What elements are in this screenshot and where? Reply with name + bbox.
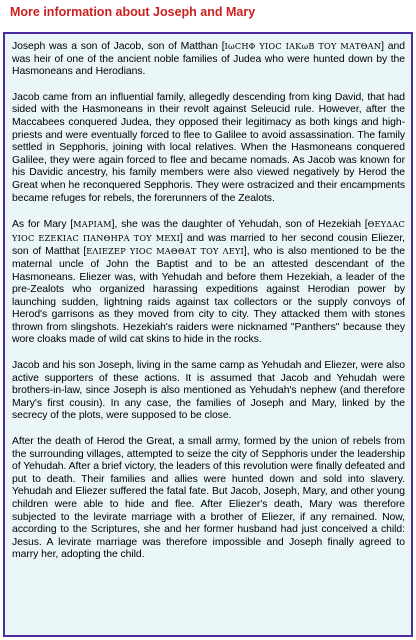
paragraph-jacob-joseph-support <box>12 360 405 423</box>
header-bar <box>0 0 416 28</box>
greek-inscription: ΜΑΡΙΑΜ <box>73 219 112 230</box>
paragraph-after-herod <box>12 436 405 562</box>
text-segment: As for Mary [ <box>12 219 74 231</box>
text-segment: ] and was married to her second cousin Eliezer, son of Matthat [ <box>12 232 405 258</box>
paragraph-mary-lineage <box>12 218 405 347</box>
greek-inscription: ΕΛΙΕΖΕΡ ΥΙΟϹ ΜΑΘΘΑΤ ΤΟΥ ΛΕΥΙ <box>86 246 244 257</box>
greek-inscription: ΘΕΥΔΑϹ ΥΙΟϹ ΕΖΕΚΙΑϹ ΠΑΝΘΗΡΑ ΤΟΥ ΜΕΧΙ <box>12 219 405 243</box>
page-title: More information about Joseph and Mary <box>10 5 256 19</box>
text-segment: ] and was heir of one of the ancient noble families of Judea who were hunted down by the Hasmoneans and Herodians. <box>12 41 405 78</box>
text-segment: ], who is also mentioned to be the maternal uncle of John the Baptist and to be an attested descendant of the Hasmoneans. Eliezer was, with Yehudah and before them Hezekiah, a leader of the pre-Zealots who organized harassing expeditions against Herodian power by launching sudden, lightning raids against tax collectors or the supply convoys of Herod's garrisons as they moved from city to city. They attacked them with stones thrown from slingshots. Hezekiah's raiders were nicknamed "Panthers" because they wore cloaks made of wild cat skins to hide in the rocks. <box>12 246 405 346</box>
text-segment: Joseph was a son of Jacob, son of Matthan [ <box>12 41 225 52</box>
paragraph-jacob-family <box>12 92 405 205</box>
text-segment: After the death of Herod the Great, a small army, formed by the union of rebels from the surrounding villages, attempted to seize the city of Sepphoris under the leadership of Yehudah. After a brief victory, the leaders of this revolution were finally defeated and put to death. Their families and allies were hunted down and sold into slavery. Yehudah and Eliezer suffered the fatal fate. But Jacob, Joseph, Mary, and other young children were able to hide and flee. After Eliezer's death, Mary was therefore subjected to the levirate marriage with a brother of Eliezer, if any remained. Now, according to the Scriptures, she and her former husband had just conceived a child: Jesus. A levirate marriage was therefore impossible and Joseph finally agreed to marry her, adopting the child. <box>12 436 405 561</box>
info-box <box>3 32 413 637</box>
text-segment: Jacob came from an influential family, allegedly descending from king David, that had sided with the Hasmoneans in their revolt against Seleucid rule. However, after the Maccabees conquered Judea, they opposed their legitimacy as both kings and high-priests and were eventually forced to flee to Galilee to avoid assassination. The family settled in Sepphoris, joining with local relatives. When the Hasmoneans conquered Galilee, they were again forced to flee and became nomads. As Jacob was known for his Davidic ancestry, his family members were also viewed negatively by Herod the Great when he reconquered Sepphoris. They were ostracized and their encampments became refuges for rebels, the forerunners of the Zealots. <box>12 91 405 204</box>
text-segment: Jacob and his son Joseph, living in the same camp as Yehudah and Eliezer, were also active supporters of these actions. It is assumed that Jacob and Yehudah were brothers-in-law, since Joseph is also mentioned as Yehudah's nephew (and therefore Mary's first cousin). In any case, the families of Joseph and Mary, linked by the secrecy of the plots, were supposed to be close. <box>12 360 405 422</box>
text-segment: ], she was the daughter of Yehudah, son of Hezekiah [ <box>111 219 368 231</box>
greek-inscription: ΙωϹΗΦ ΥΙΟϹ ΙΑΚωΒ ΤΟΥ ΜΑΤΘΑΝ <box>224 41 382 51</box>
paragraph-joseph-lineage <box>12 40 405 79</box>
